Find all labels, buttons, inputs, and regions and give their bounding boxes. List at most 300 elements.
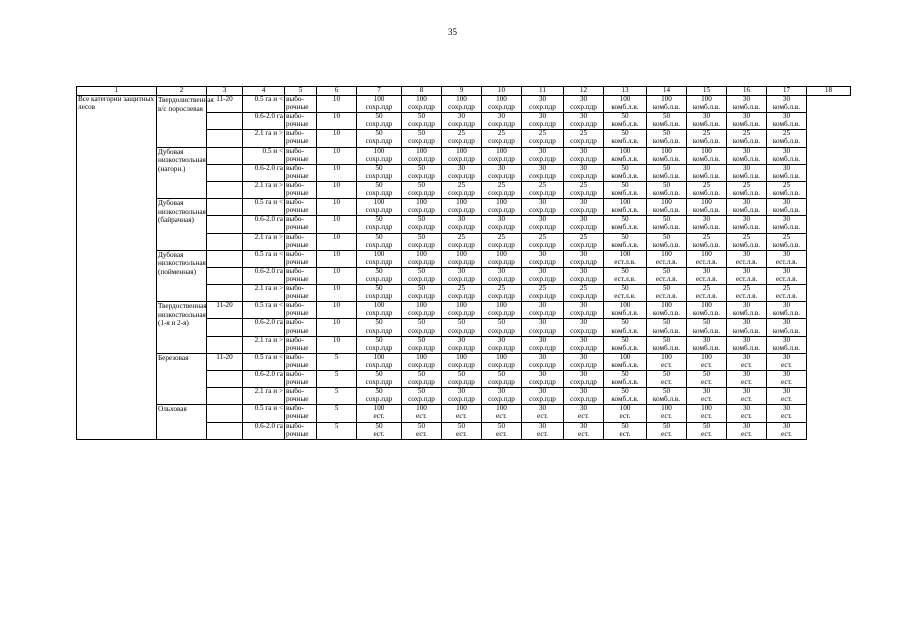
value-cell: 30 [522, 164, 564, 173]
value-cell: 30 [522, 371, 564, 380]
value-cell: 30 [767, 96, 807, 105]
method-cell: комб.л.в. [767, 310, 807, 319]
value-cell: 50 [687, 319, 727, 328]
value-cell: 10 [317, 302, 357, 319]
method-cell: ест. [767, 413, 807, 422]
value-cell: 30 [767, 113, 807, 122]
value-cell: 30 [727, 422, 767, 431]
method-cell: сохр.пдр [442, 224, 482, 233]
method-cell: комб.л.в. [767, 224, 807, 233]
value-cell: 30 [767, 302, 807, 311]
method-cell: комб.л.в. [767, 173, 807, 182]
value-cell: 25 [482, 181, 522, 190]
value-cell: 100 [357, 147, 402, 156]
value-cell: 25 [767, 181, 807, 190]
value-cell: 30 [522, 388, 564, 397]
value-cell: 100 [357, 353, 402, 362]
method-cell: сохр.пдр [564, 156, 604, 165]
value-cell: 30 [767, 147, 807, 156]
cut-type-cell: рочные [285, 379, 317, 388]
method-cell: сохр.пдр [402, 328, 442, 337]
method-cell: комб.л.в. [647, 104, 687, 113]
method-cell: комб.л.в. [687, 207, 727, 216]
value-cell: 100 [402, 405, 442, 414]
column-header: 6 [317, 87, 357, 96]
species-group-cell: Дубовая низкоствольная (нагорн.) [157, 147, 207, 199]
area-cell: 0.6-2.0 га [243, 216, 285, 233]
value-cell: 50 [604, 181, 647, 190]
method-cell: комб.л.в. [604, 396, 647, 405]
cut-type-cell: выбо- [285, 181, 317, 190]
method-cell: сохр.пдр [564, 224, 604, 233]
method-cell: сохр.пдр [564, 396, 604, 405]
value-cell: 25 [687, 233, 727, 242]
value-cell: 30 [564, 147, 604, 156]
method-cell: ест. [687, 379, 727, 388]
value-cell: 100 [482, 302, 522, 311]
age-cell: 11-20 [207, 353, 243, 370]
value-cell: 30 [442, 267, 482, 276]
value-cell: 30 [767, 422, 807, 431]
cut-type-cell: выбо- [285, 388, 317, 397]
value-cell: 30 [564, 422, 604, 431]
age-cell [207, 405, 243, 422]
value-cell: 50 [647, 181, 687, 190]
value-cell: 50 [357, 267, 402, 276]
value-cell: 100 [442, 353, 482, 362]
method-cell: комб.л.в. [604, 345, 647, 354]
method-cell: комб.л.в. [604, 190, 647, 199]
value-cell: 30 [522, 302, 564, 311]
value-cell: 30 [727, 371, 767, 380]
cut-type-cell: выбо- [285, 353, 317, 362]
method-cell: сохр.пдр [522, 156, 564, 165]
value-cell: 25 [564, 285, 604, 294]
method-cell: ест. [357, 431, 402, 440]
age-cell [207, 130, 243, 147]
value-cell: 50 [604, 216, 647, 225]
method-cell: сохр.пдр [564, 310, 604, 319]
method-cell: сохр.пдр [482, 362, 522, 371]
cut-type-cell: выбо- [285, 199, 317, 208]
value-cell: 100 [687, 147, 727, 156]
cut-type-cell: рочные [285, 242, 317, 251]
method-cell: ест.л.в. [687, 276, 727, 285]
method-cell: сохр.пдр [482, 276, 522, 285]
method-cell: ест.л.в. [767, 276, 807, 285]
value-cell: 30 [482, 388, 522, 397]
method-cell: сохр.пдр [482, 242, 522, 251]
value-cell: 30 [564, 113, 604, 122]
cut-type-cell: рочные [285, 345, 317, 354]
species-group-cell: Ольховая [157, 405, 207, 439]
value-cell: 25 [442, 181, 482, 190]
value-cell: 30 [727, 216, 767, 225]
value-cell: 100 [442, 96, 482, 105]
value-cell: 25 [522, 130, 564, 139]
age-cell [207, 250, 243, 267]
value-cell: 25 [687, 285, 727, 294]
method-cell: комб.л.в. [647, 328, 687, 337]
column-header: 18 [807, 87, 851, 96]
value-cell: 30 [727, 96, 767, 105]
method-cell: комб.л.в. [727, 121, 767, 130]
method-cell: ест. [727, 413, 767, 422]
age-cell [207, 164, 243, 181]
value-cell: 30 [564, 353, 604, 362]
age-cell [207, 388, 243, 405]
value-cell: 50 [647, 113, 687, 122]
value-cell: 30 [687, 336, 727, 345]
value-cell: 100 [647, 147, 687, 156]
value-cell: 50 [647, 164, 687, 173]
value-cell: 50 [357, 371, 402, 380]
area-cell: 0.6-2.0 га [243, 319, 285, 336]
value-cell: 50 [647, 336, 687, 345]
value-cell: 30 [767, 199, 807, 208]
forest-norms-table [76, 86, 851, 440]
method-cell: сохр.пдр [402, 379, 442, 388]
column-header: 8 [402, 87, 442, 96]
value-cell: 50 [604, 371, 647, 380]
method-cell: сохр.пдр [522, 379, 564, 388]
cut-type-cell: выбо- [285, 336, 317, 345]
value-cell: 30 [727, 147, 767, 156]
value-cell: 30 [564, 216, 604, 225]
method-cell: сохр.пдр [442, 345, 482, 354]
method-cell: сохр.пдр [482, 310, 522, 319]
cut-type-cell: рочные [285, 156, 317, 165]
method-cell: ест. [522, 413, 564, 422]
method-cell: ест. [647, 413, 687, 422]
value-cell: 50 [357, 181, 402, 190]
method-cell: сохр.пдр [357, 276, 402, 285]
method-cell: сохр.пдр [564, 345, 604, 354]
method-cell: комб.л.в. [647, 345, 687, 354]
area-cell: 0.5 га и < [243, 96, 285, 113]
value-cell: 100 [604, 147, 647, 156]
method-cell: сохр.пдр [357, 173, 402, 182]
method-cell: сохр.пдр [357, 190, 402, 199]
method-cell: сохр.пдр [482, 293, 522, 302]
value-cell: 30 [767, 216, 807, 225]
value-cell: 30 [442, 113, 482, 122]
method-cell: сохр.пдр [402, 104, 442, 113]
value-cell: 50 [482, 319, 522, 328]
value-cell: 25 [727, 233, 767, 242]
column-header: 13 [604, 87, 647, 96]
method-cell: сохр.пдр [442, 396, 482, 405]
method-cell: комб.л.в. [727, 224, 767, 233]
value-cell: 30 [727, 250, 767, 259]
method-cell: ест. [482, 413, 522, 422]
value-cell: 30 [687, 388, 727, 397]
method-cell: комб.л.в. [767, 328, 807, 337]
value-cell: 25 [482, 233, 522, 242]
method-cell: сохр.пдр [357, 362, 402, 371]
method-cell: комб.л.в. [604, 121, 647, 130]
method-cell: сохр.пдр [522, 276, 564, 285]
method-cell: сохр.пдр [564, 173, 604, 182]
area-cell: 0.5 га и < [243, 199, 285, 216]
value-cell: 30 [522, 422, 564, 431]
method-cell: сохр.пдр [357, 242, 402, 251]
column-header: 15 [687, 87, 727, 96]
method-cell: ест. [442, 413, 482, 422]
value-cell: 100 [647, 353, 687, 362]
value-cell: 50 [647, 216, 687, 225]
method-cell: сохр.пдр [357, 310, 402, 319]
value-cell: 10 [317, 199, 357, 216]
area-cell: 0.5 и < [243, 147, 285, 164]
value-cell: 30 [687, 164, 727, 173]
value-cell: 50 [402, 233, 442, 242]
value-cell: 50 [604, 130, 647, 139]
method-cell: сохр.пдр [522, 362, 564, 371]
method-cell: комб.л.в. [604, 242, 647, 251]
area-cell: 2.1 га и > [243, 130, 285, 147]
value-cell: 100 [687, 302, 727, 311]
value-cell: 25 [442, 130, 482, 139]
value-cell: 25 [767, 130, 807, 139]
column-header: 1 [77, 87, 157, 96]
value-cell: 50 [402, 371, 442, 380]
column-header: 4 [243, 87, 285, 96]
cut-type-cell: выбо- [285, 113, 317, 122]
value-cell: 50 [402, 113, 442, 122]
method-cell: сохр.пдр [522, 190, 564, 199]
method-cell: ест.л.в. [647, 259, 687, 268]
value-cell: 100 [482, 147, 522, 156]
method-cell: сохр.пдр [564, 190, 604, 199]
value-cell: 30 [564, 250, 604, 259]
method-cell: комб.л.в. [604, 138, 647, 147]
cut-type-cell: рочные [285, 310, 317, 319]
method-cell: комб.л.в. [727, 138, 767, 147]
cut-type-cell: выбо- [285, 233, 317, 242]
method-cell: ест. [727, 396, 767, 405]
method-cell: сохр.пдр [442, 242, 482, 251]
method-cell: сохр.пдр [564, 293, 604, 302]
method-cell: сохр.пдр [522, 328, 564, 337]
method-cell: сохр.пдр [522, 345, 564, 354]
value-cell: 50 [604, 233, 647, 242]
value-cell: 100 [442, 302, 482, 311]
value-cell: 30 [767, 267, 807, 276]
value-cell: 30 [727, 353, 767, 362]
species-group-cell: Твердоственная низкоствольная (1-я и 2-я) [157, 302, 207, 354]
value-cell: 30 [482, 267, 522, 276]
method-cell: ест. [647, 379, 687, 388]
value-cell: 50 [482, 371, 522, 380]
value-cell: 100 [604, 405, 647, 414]
value-cell: 25 [727, 130, 767, 139]
cut-type-cell: выбо- [285, 147, 317, 156]
value-cell: 50 [357, 216, 402, 225]
value-cell: 100 [604, 199, 647, 208]
value-cell: 30 [564, 164, 604, 173]
value-cell: 100 [482, 250, 522, 259]
value-cell: 50 [402, 181, 442, 190]
method-cell: комб.л.в. [767, 104, 807, 113]
value-cell: 100 [604, 302, 647, 311]
area-cell: 0.6-2.0 га [243, 371, 285, 388]
method-cell: ест. [727, 379, 767, 388]
value-cell: 50 [604, 422, 647, 431]
value-cell: 25 [482, 285, 522, 294]
method-cell: сохр.пдр [357, 156, 402, 165]
value-cell: 25 [687, 181, 727, 190]
method-cell: ест.л.в. [727, 276, 767, 285]
value-cell: 50 [357, 285, 402, 294]
method-cell: сохр.пдр [442, 259, 482, 268]
method-cell: комб.л.в. [727, 242, 767, 251]
method-cell: сохр.пдр [402, 242, 442, 251]
value-cell: 100 [357, 405, 402, 414]
method-cell: комб.л.в. [727, 207, 767, 216]
age-cell: 11-20 [207, 302, 243, 319]
value-cell: 50 [604, 164, 647, 173]
value-cell: 30 [767, 371, 807, 380]
value-cell: 100 [357, 250, 402, 259]
method-cell: сохр.пдр [482, 104, 522, 113]
value-cell: 30 [564, 336, 604, 345]
method-cell: комб.л.в. [647, 310, 687, 319]
column-header: 2 [157, 87, 207, 96]
value-cell: 25 [564, 130, 604, 139]
value-cell: 10 [317, 147, 357, 164]
method-cell: сохр.пдр [442, 104, 482, 113]
area-cell: 0.5 га и < [243, 302, 285, 319]
method-cell: сохр.пдр [482, 138, 522, 147]
age-cell [207, 181, 243, 198]
method-cell: сохр.пдр [357, 121, 402, 130]
method-cell: сохр.пдр [564, 379, 604, 388]
method-cell: ест. [604, 413, 647, 422]
age-cell [207, 147, 243, 164]
method-cell: ест.л.в. [604, 259, 647, 268]
method-cell: ест. [727, 362, 767, 371]
value-cell: 30 [564, 371, 604, 380]
method-cell: сохр.пдр [522, 242, 564, 251]
value-cell: 10 [317, 267, 357, 284]
method-cell: сохр.пдр [522, 310, 564, 319]
method-cell: ест.л.в. [727, 293, 767, 302]
value-cell: 100 [482, 199, 522, 208]
method-cell: сохр.пдр [402, 396, 442, 405]
method-cell: сохр.пдр [402, 259, 442, 268]
method-cell: сохр.пдр [522, 207, 564, 216]
value-cell: 100 [687, 199, 727, 208]
age-cell [207, 336, 243, 353]
cut-type-cell: выбо- [285, 302, 317, 311]
column-header: 5 [285, 87, 317, 96]
method-cell: сохр.пдр [522, 259, 564, 268]
method-cell: ест. [727, 431, 767, 440]
method-cell: сохр.пдр [442, 207, 482, 216]
cut-type-cell: рочные [285, 396, 317, 405]
method-cell: сохр.пдр [482, 121, 522, 130]
method-cell: комб.л.в. [687, 242, 727, 251]
method-cell: сохр.пдр [357, 345, 402, 354]
value-cell: 50 [687, 371, 727, 380]
method-cell: комб.л.в. [687, 345, 727, 354]
area-cell: 0.6-2.0 га [243, 164, 285, 181]
value-cell: 30 [767, 164, 807, 173]
page-number: 35 [448, 27, 457, 37]
method-cell: комб.л.в. [687, 224, 727, 233]
method-cell: комб.л.в. [647, 224, 687, 233]
value-cell: 5 [317, 422, 357, 439]
value-cell: 30 [564, 319, 604, 328]
method-cell: сохр.пдр [482, 379, 522, 388]
value-cell: 50 [647, 388, 687, 397]
method-cell: ест. [564, 413, 604, 422]
method-cell: комб.л.в. [767, 242, 807, 251]
value-cell: 50 [357, 164, 402, 173]
value-cell: 30 [442, 216, 482, 225]
value-cell: 30 [727, 405, 767, 414]
cut-type-cell: выбо- [285, 422, 317, 431]
method-cell: комб.л.в. [647, 156, 687, 165]
method-cell: комб.л.в. [604, 310, 647, 319]
value-cell: 50 [647, 233, 687, 242]
method-cell: сохр.пдр [402, 173, 442, 182]
value-cell: 30 [564, 96, 604, 105]
method-cell: сохр.пдр [357, 104, 402, 113]
method-cell: комб.л.в. [604, 328, 647, 337]
value-cell: 50 [647, 130, 687, 139]
method-cell: ест. [767, 362, 807, 371]
value-cell: 50 [647, 371, 687, 380]
cut-type-cell: выбо- [285, 285, 317, 294]
method-cell: комб.л.в. [687, 173, 727, 182]
value-cell: 25 [522, 233, 564, 242]
value-cell: 30 [727, 199, 767, 208]
value-cell: 25 [727, 181, 767, 190]
value-cell: 30 [522, 319, 564, 328]
value-cell: 100 [687, 353, 727, 362]
value-cell: 50 [402, 164, 442, 173]
value-cell: 25 [522, 285, 564, 294]
value-cell: 100 [357, 96, 402, 105]
value-cell: 30 [727, 164, 767, 173]
species-group-cell: Березовая [157, 353, 207, 405]
method-cell: комб.л.в. [647, 242, 687, 251]
area-cell: 0.5 га и < [243, 250, 285, 267]
age-cell [207, 422, 243, 439]
method-cell: сохр.пдр [442, 156, 482, 165]
method-cell: сохр.пдр [402, 121, 442, 130]
method-cell: сохр.пдр [402, 224, 442, 233]
cut-type-cell: выбо- [285, 250, 317, 259]
area-cell: 2.1 га и > [243, 233, 285, 250]
column-header: 17 [767, 87, 807, 96]
method-cell: ест. [687, 362, 727, 371]
method-cell: комб.л.в. [687, 138, 727, 147]
method-cell: сохр.пдр [442, 138, 482, 147]
method-cell: ест. [402, 413, 442, 422]
area-cell: 2.1 га и > [243, 336, 285, 353]
method-cell: сохр.пдр [442, 379, 482, 388]
value-cell: 30 [564, 388, 604, 397]
method-cell: комб.л.в. [687, 104, 727, 113]
value-cell: 50 [647, 285, 687, 294]
method-cell: ест. [687, 431, 727, 440]
method-cell: ест. [767, 379, 807, 388]
method-cell: сохр.пдр [442, 276, 482, 285]
method-cell: комб.л.в. [767, 138, 807, 147]
